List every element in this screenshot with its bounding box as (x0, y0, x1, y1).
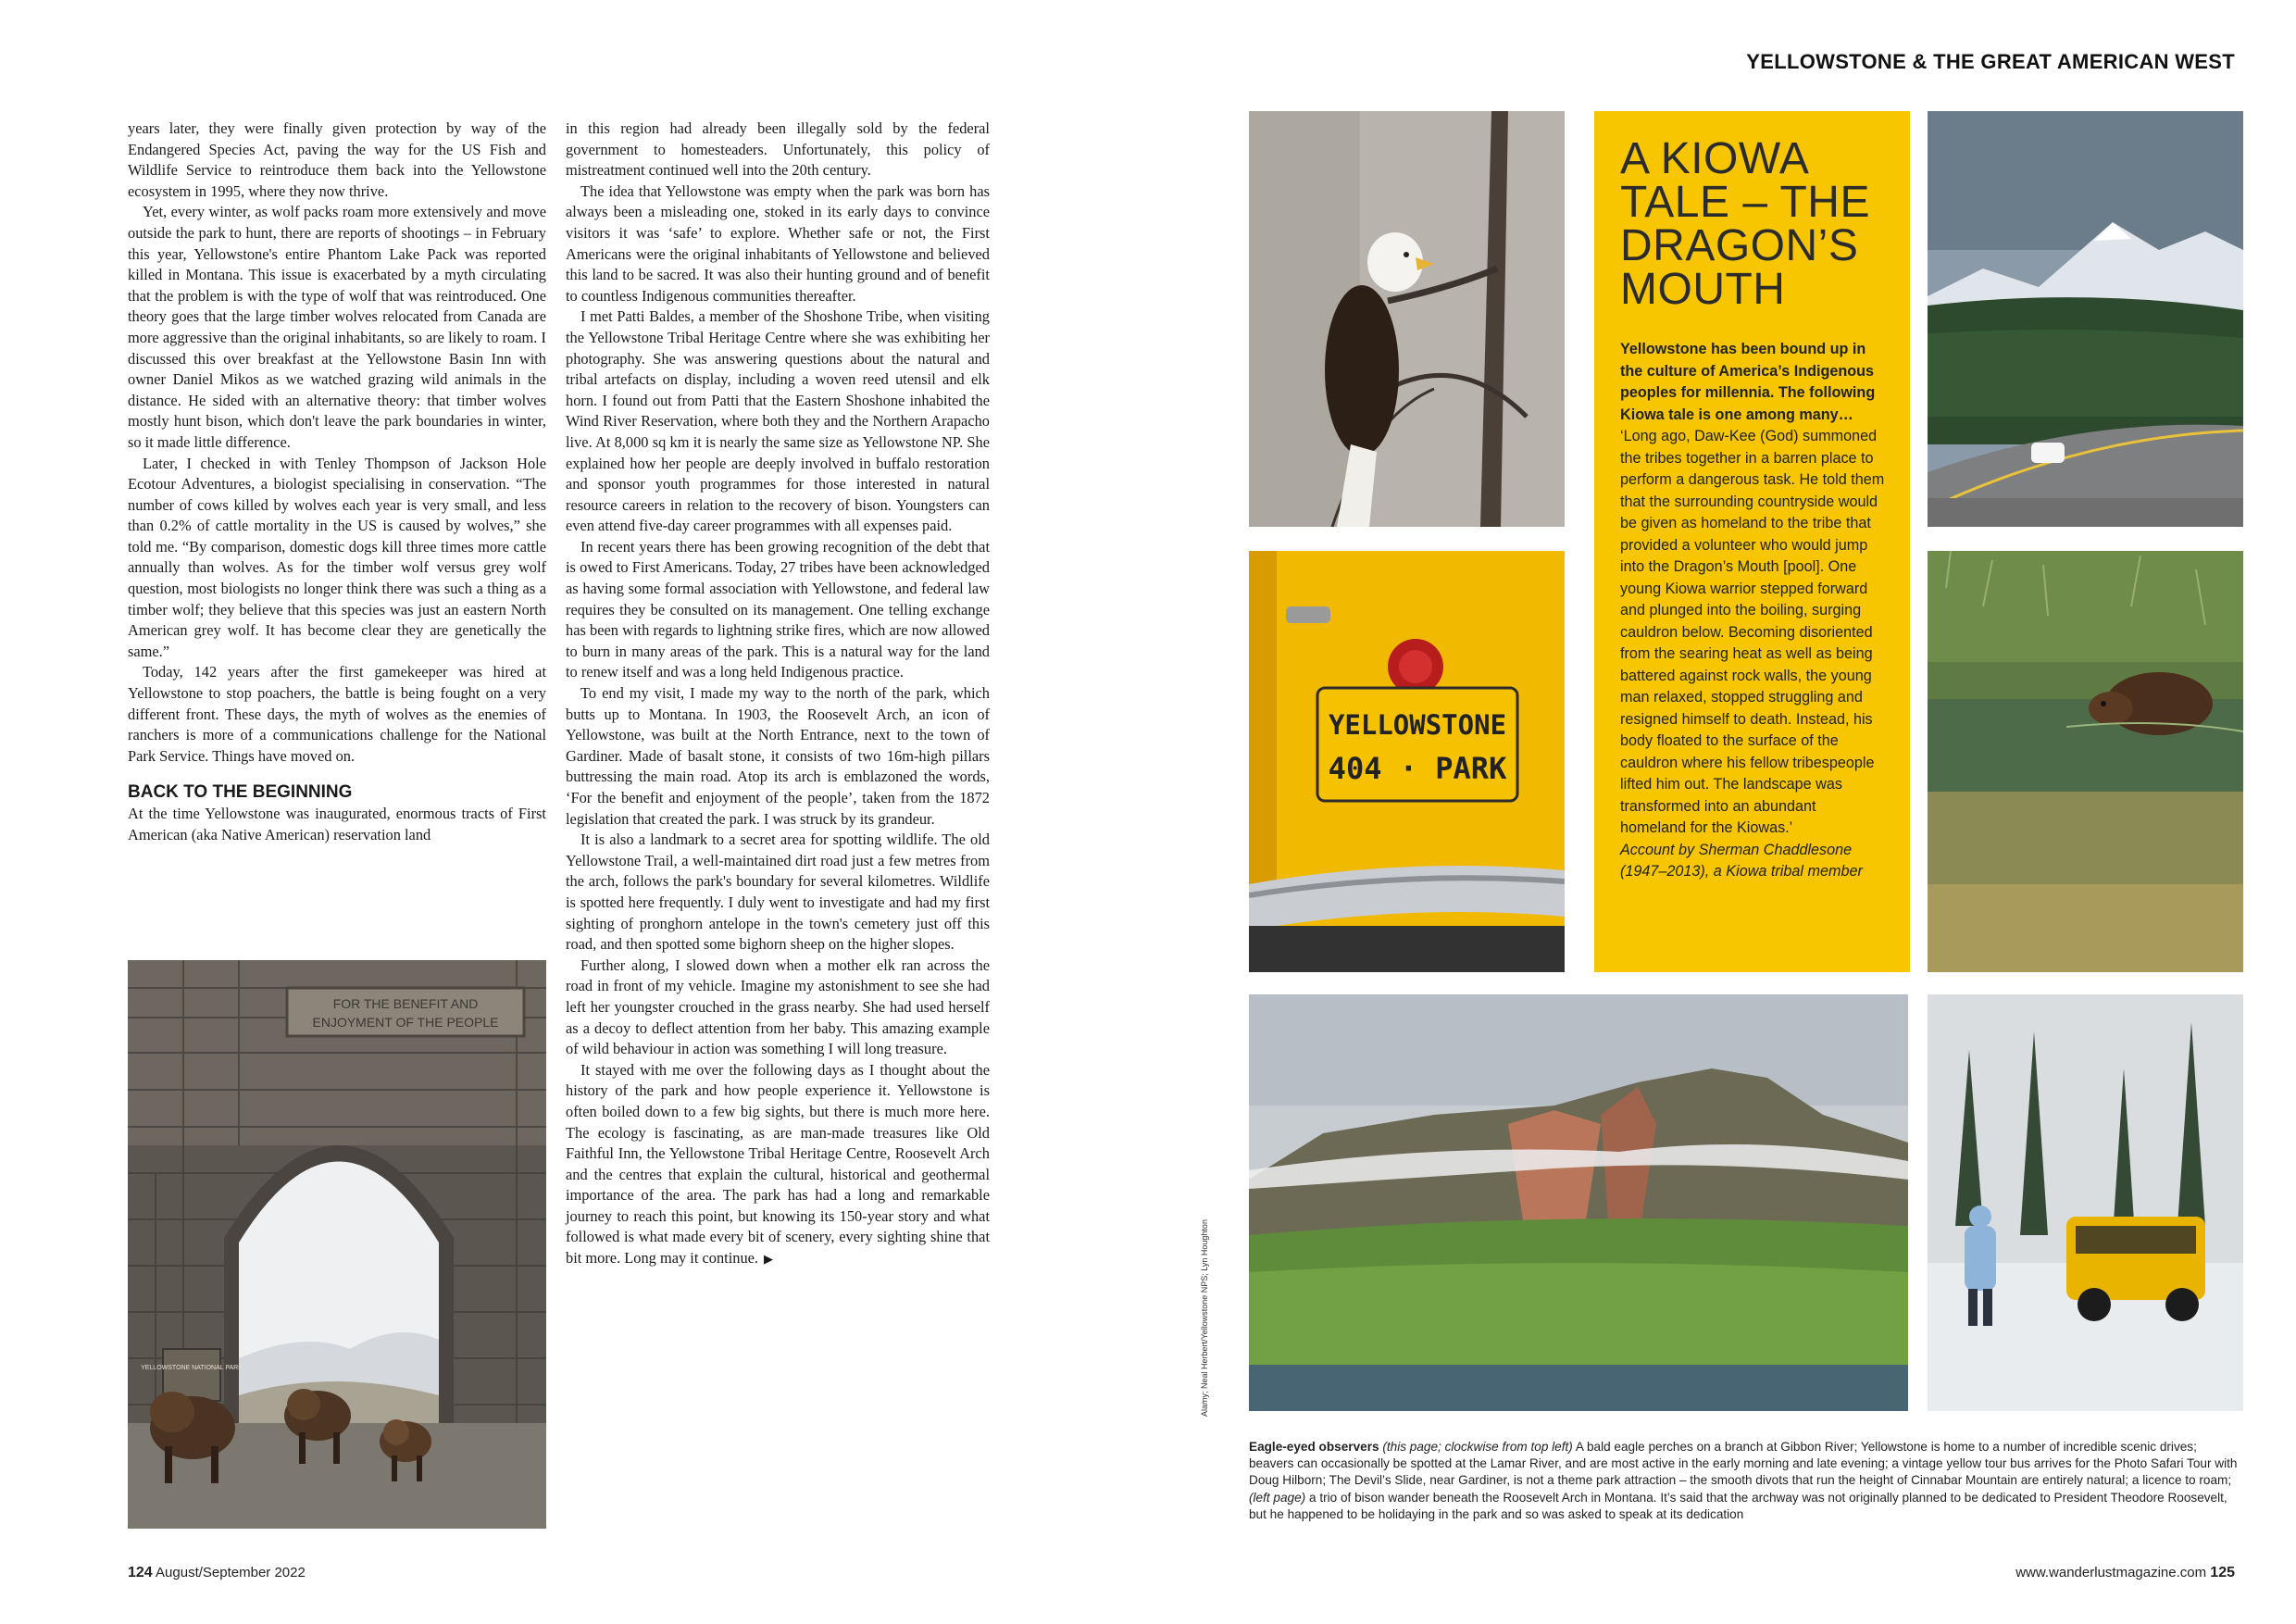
article-column-2 (566, 119, 990, 1271)
beaver-photo (1928, 551, 2243, 972)
website-url: www.wanderlustmagazine.com (2015, 1565, 2207, 1580)
paragraph: In recent years there has been growing recognition of the debt that is owed to First Americans. Today, 27 tribes have been acknowledged as having some formal association with Yellowstone, and federal law requires they be consulted on its management. One telling exchange has been with regards to lightning strike fires, which are now allowed to burn in many areas of the park. This is a natural way for the land to renew itself and was a long held Indigenous practice. (566, 537, 990, 681)
photo-credit: Alamy; Neal Herbert/Yellowstone NPS; Lyn Houghton (1200, 1219, 1209, 1417)
paragraph-text: It stayed with me over the following days as I thought about the history of the park and how people experience it. Yellowstone is often boiled down to a few big sights, but there is much more here. The ecology is fascinating, as are man-made treasures like Old Faithful Inn, the Yellowstone Tribal Heritage Centre, Roosevelt Arch and the centres that explain the cultural, historical and geothermal importance of the area. The park has had a long and remarkable journey to reach this point, but knowing its 150-year story and what followed is what made every bit of scenery, every sighting shine that bit more. Long may it continue. (566, 1060, 990, 1268)
kiowa-intro: Yellowstone has been bound up in the culture of America’s Indigenous peoples for millennia. The following Kiowa tale is one among many… (1620, 341, 1876, 423)
bus-plate-line-2: 404 · PARK (1328, 751, 1507, 786)
kiowa-tale-box (1594, 111, 1910, 972)
caption-lead: Eagle-eyed observers (1249, 1440, 1379, 1454)
paragraph: Further along, I slowed down when a mother elk ran across the road in front of my vehicle. Imagine my astonishment to see she had left her youngster crouched in the grass nearby. She had used herself as a decoy to deflect attention from her baby. This amazing example of wild behaviour in action was something I will long treasure. (566, 956, 990, 1058)
devils-slide-photo (1249, 994, 1908, 1411)
paragraph: years later, they were finally given protection by way of the Endangered Species Act, paving the way for the US Fish and Wildlife Service to reintroduce them back into the Yellowstone ecosystem in 1995, where they now thrive. (128, 119, 546, 200)
folio-left (128, 1565, 306, 1581)
arch-sign-text: YELLOWSTONE NATIONAL PARK (141, 1365, 243, 1371)
paragraph: in this region had already been illegally sold by the federal government to homesteaders. Unfortunately, this policy of mistreatment continued well into the 20th century. (566, 119, 990, 180)
kiowa-title-line: A KIOWA (1620, 134, 1810, 183)
caption-text: A bald eagle perches on a branch at Gibbon River; Yellowstone is home to a number of incredible scenic drives; beavers can occasionally be spotted at the Lamar River, and are most active in the early morning and late evening; a vintage yellow tour bus arrives for the Photo Safari Tour with Doug Hilborn; The Devil’s Slide, near Gardiner, is not a theme park attraction – the smooth divots that run the height of Cinnabar Mountain are entirely natural; a licence to roam; (1249, 1440, 2238, 1488)
kiowa-title-line: MOUTH (1620, 265, 1786, 314)
caption-direction: (this page; clockwise from top left) (1382, 1440, 1573, 1454)
roosevelt-arch-photo (128, 960, 546, 1529)
caption-direction: (left page) (1249, 1490, 1306, 1505)
issue-date: August/September 2022 (156, 1565, 306, 1580)
paragraph: The idea that Yellowstone was empty when the park was born has always been a misleading one, stoked in its early days to convince visitors it was ‘safe’ to explore. Whether safe or not, the First Americans were the original inhabitants of Yellowstone and believed this land to be sacred. It was also their hunting ground and of benefit to countless Indigenous communities thereafter. (566, 181, 990, 305)
kiowa-title-line: TALE – THE (1620, 178, 1870, 227)
paragraph (566, 1060, 990, 1271)
end-of-article-icon: ▶ (764, 1253, 774, 1268)
arch-inscription-line-1: FOR THE BENEFIT AND (332, 996, 479, 1011)
photo-caption (1249, 1439, 2244, 1523)
paragraph: At the time Yellowstone was inaugurated, enormous tracts of First American (aka Native American) reservation land (128, 805, 546, 843)
paragraph: It is also a landmark to a secret area for spotting wildlife. The old Yellowstone Trail, a well-maintained dirt road just a few metres from the arch, follows the park's boundary for several kilometres. Wildlife is spotted here frequently. I duly went to investigate and had my first sighting of pronghorn antelope in the town's cemetery just off this road, and then spotted some bighorn sheep on the higher slopes. (566, 831, 990, 954)
bald-eagle-photo (1249, 111, 1565, 527)
paragraph: Later, I checked in with Tenley Thompson of Jackson Hole Ecotour Adventures, a biologist specialising in conservation. “The number of cows killed by wolves each year is very small, and less than 0.2% of cattle mortality in the US is caused by wolves,” she told me. “By comparison, domestic dogs kill three times more cattle annually than wolves. As for the timber wolf versus grey wolf question, most biologists no longer think there was such a thing as a timber wolf; they believe that this species was just an eastern North American grey wolf. It has become clear they are genetically the same.” (128, 454, 546, 660)
subheading: BACK TO THE BEGINNING (128, 782, 353, 803)
bus-plate-line-1: YELLOWSTONE (1328, 709, 1507, 741)
caption-text: a trio of bison wander beneath the Roosevelt Arch in Montana. It’s said that the archway was not originally planned to be dedicated to President Theodore Roosevelt, but he happened to be holidaying in the park and so was asked to speak at its dedication (1249, 1490, 2227, 1521)
kiowa-title (1620, 134, 1886, 314)
scenic-drive-photo (1928, 111, 2243, 527)
paragraph: I met Patti Baldes, a member of the Shoshone Tribe, when visiting the Yellowstone Tribal Heritage Centre where she was exhibiting her photography. She was answering questions about the natural and tribal artefacts on display, including a woven reed utensil and elk horn. I found out from Patti that the Eastern Shoshone inhabited the Wind River Reservation, where both they and the Northern Arapacho live. At 8,000 sq km it is nearly the same size as Yellowstone NP. She explained how her people are deeply involved in buffalo restoration and sponsor youth programmes for those interested in natural resource careers in relation to the recovery of bison. Youngsters can even attend five-day career programmes with all expenses paid. (566, 307, 990, 535)
page-number: 124 (128, 1565, 153, 1580)
running-head: YELLOWSTONE & THE GREAT AMERICAN WEST (1746, 50, 2235, 73)
paragraph: Yet, every winter, as wolf packs roam more extensively and move outside the park to hunt, there are reports of shootings – in February this year, Yellowstone's entire Phantom Lake Pack was reported killed in Montana. This issue is exacerbated by a myth circulating that the problem is with the type of wolf that was reintroduced. One theory goes that the large timber wolves relocated from Canada are more aggressive than the original inhabitants, so are likely to roam. I discussed this over breakfast at the Yellowstone Basin Inn with owner Daniel Mikos as we watched grazing wild animals in the distance. He sided with an alternative theory: that timber wolves mostly hunt bison, which don't leave the park boundaries in winter, so it made little difference. (128, 203, 546, 451)
page-number: 125 (2210, 1565, 2235, 1580)
kiowa-title-line: DRAGON’S (1620, 221, 1859, 270)
kiowa-credit: Account by Sherman Chaddlesone (1947–2013), a Kiowa tribal member (1620, 841, 1863, 880)
article-column-1 (128, 119, 546, 846)
snow-bus-photo (1928, 994, 2243, 1411)
paragraph: To end my visit, I made my way to the north of the park, which butts up to Montana. In 1903, the Roosevelt Arch, an icon of Yellowstone, was built at the North Entrance, next to the town of Gardiner. Made of basalt stone, it consists of two 16m-high pillars buttressing the main road. Atop its arch is emblazoned the words, ‘For the benefit and enjoyment of the people’, taken from the 1872 legislation that created the park. I was struck by its grandeur. (566, 684, 990, 828)
kiowa-tale-text: ‘Long ago, Daw-Kee (God) summoned the tribes together in a barren place to perform a dangerous task. He told them that the surrounding countryside would be given as homeland to the tribe that provided a volunteer who would jump into the Dragon’s Mouth [pool]. One young Kiowa warrior stepped forward and plunged into the boiling, surging cauldron below. Becoming disoriented from the searing heat as well as being battered against rock walls, the young man relaxed, stopped struggling and resigned himself to death. Instead, his body floated to the surface of the cauldron where his fellow tribespeople lifted him out. The landscape was transformed into an abundant homeland for the Kiowas.’ (1620, 428, 1885, 836)
folio-right (2015, 1565, 2235, 1581)
paragraph: Today, 142 years after the first gamekeeper was hired at Yellowstone to stop poachers, the battle is being fought on a very different front. These days, the myth of wolves as the enemies of ranchers is more of a communications challenge for the National Park Service. Things have moved on. (128, 663, 546, 765)
yellow-bus-photo (1249, 551, 1565, 972)
arch-inscription-line-2: ENJOYMENT OF THE PEOPLE (312, 1015, 499, 1030)
